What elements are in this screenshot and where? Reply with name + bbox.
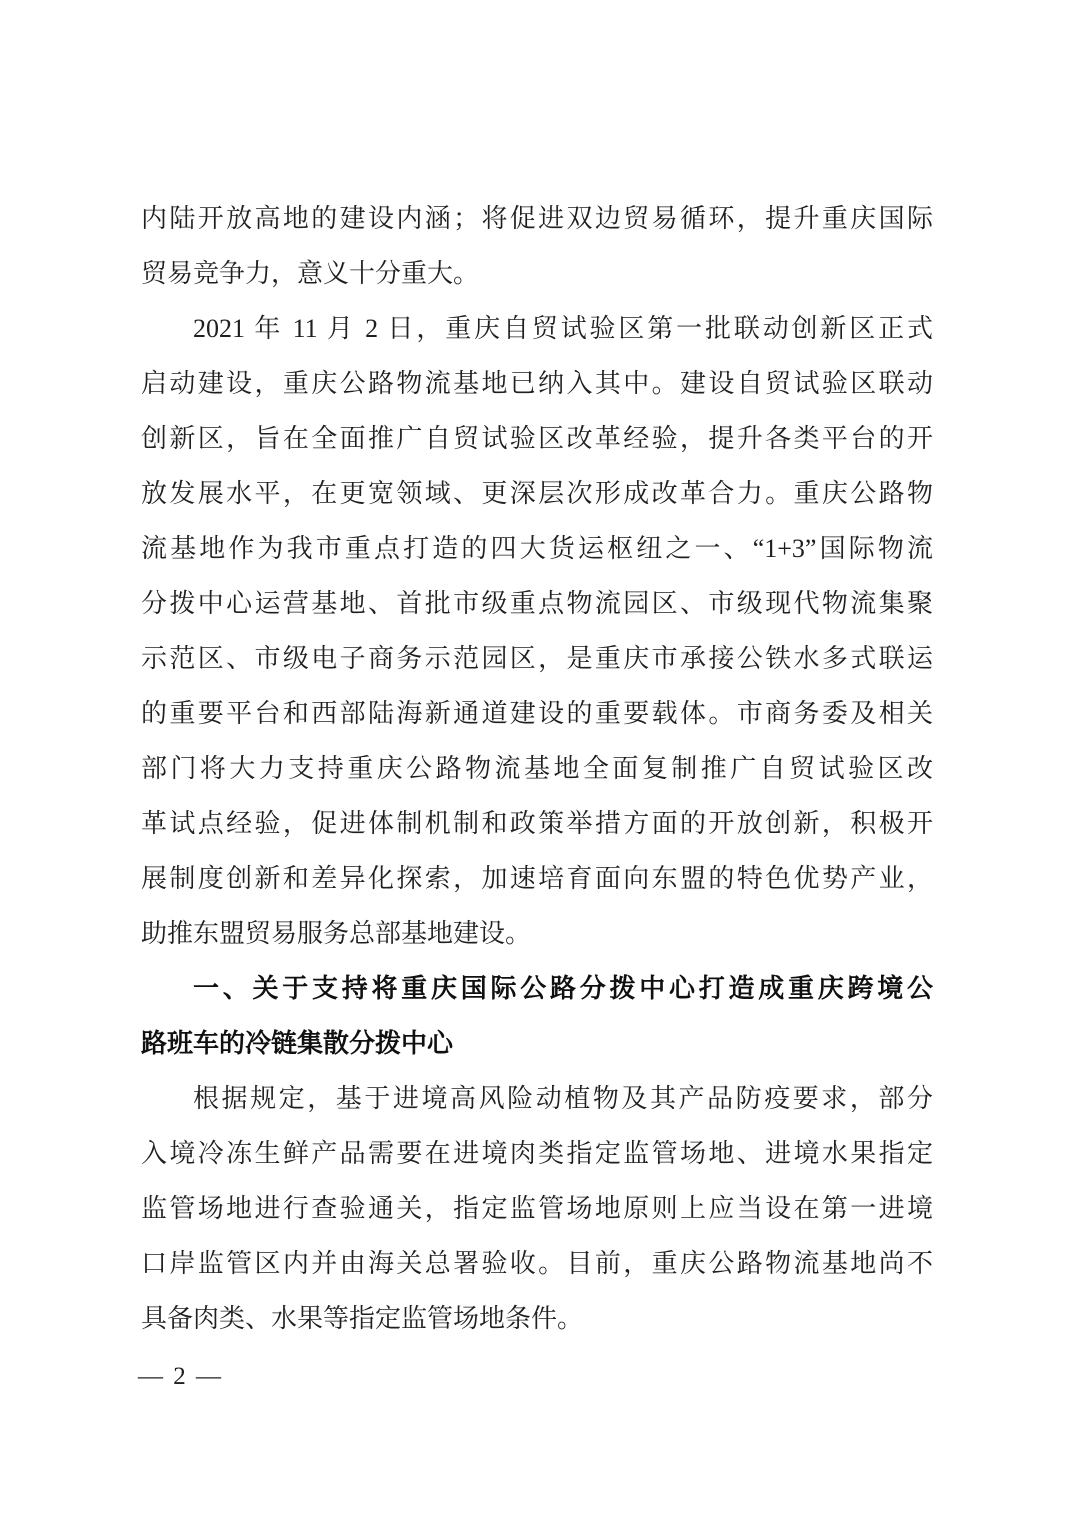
body-text-line: 革试点经验，促进体制机制和政策举措方面的开放创新，积极开 bbox=[141, 809, 933, 838]
body-text-line: 展制度创新和差异化探索，加速培育面向东盟的特色优势产业， bbox=[141, 864, 933, 893]
body-text-line: 监管场地进行查验通关，指定监管场地原则上应当设在第一进境 bbox=[141, 1194, 933, 1223]
document-body bbox=[141, 191, 933, 1346]
body-text-line: 口岸监管区内并由海关总署验收。目前，重庆公路物流基地尚不 bbox=[141, 1249, 933, 1278]
body-text-line: 2021 年 11 月 2 日，重庆自贸试验区第一批联动创新区正式 bbox=[193, 314, 933, 343]
body-text-line: 部门将大力支持重庆公路物流基地全面复制推广自贸试验区改 bbox=[141, 754, 933, 783]
body-text-line: 的重要平台和西部陆海新通道建设的重要载体。市商务委及相关 bbox=[141, 699, 933, 728]
page-number: — 2 — bbox=[138, 1363, 223, 1390]
body-text-line: 具备肉类、水果等指定监管场地条件。 bbox=[141, 1304, 584, 1333]
para-inspection-regulation bbox=[141, 1071, 933, 1346]
body-text-line: 分拨中心运营基地、首批市级重点物流园区、市级现代物流集聚 bbox=[141, 589, 933, 618]
body-text-line: 启动建设，重庆公路物流基地已纳入其中。建设自贸试验区联动 bbox=[141, 369, 933, 398]
body-text-line: 入境冷冻生鲜产品需要在进境肉类指定监管场地、进境水果指定 bbox=[141, 1139, 933, 1168]
body-text-line: 创新区，旨在全面推广自贸试验区改革经验，提升各类平台的开 bbox=[141, 424, 933, 453]
body-text-line: 根据规定，基于进境高风险动植物及其产品防疫要求，部分 bbox=[193, 1084, 933, 1113]
body-text-line: 流基地作为我市重点打造的四大货运枢纽之一、“1+3”国际物流 bbox=[141, 534, 933, 563]
body-text-line: 贸易竞争力，意义十分重大。 bbox=[141, 259, 480, 288]
para-free-trade-zone bbox=[141, 301, 933, 961]
page-footer bbox=[138, 1360, 223, 1394]
body-text-line: 助推东盟贸易服务总部基地建设。 bbox=[141, 919, 532, 948]
heading-line: 一、关于支持将重庆国际公路分拨中心打造成重庆跨境公 bbox=[193, 973, 933, 1003]
body-text-line: 内陆开放高地的建设内涵；将促进双边贸易循环，提升重庆国际 bbox=[141, 204, 933, 233]
body-text-line: 示范区、市级电子商务示范园区，是重庆市承接公铁水多式联运 bbox=[141, 644, 933, 673]
heading-line: 路班车的冷链集散分拨中心 bbox=[141, 1028, 454, 1058]
heading-section-one bbox=[141, 961, 933, 1071]
body-text-line: 放发展水平，在更宽领域、更深层次形成改革合力。重庆公路物 bbox=[141, 479, 933, 508]
para-intro-continuation bbox=[141, 191, 933, 301]
